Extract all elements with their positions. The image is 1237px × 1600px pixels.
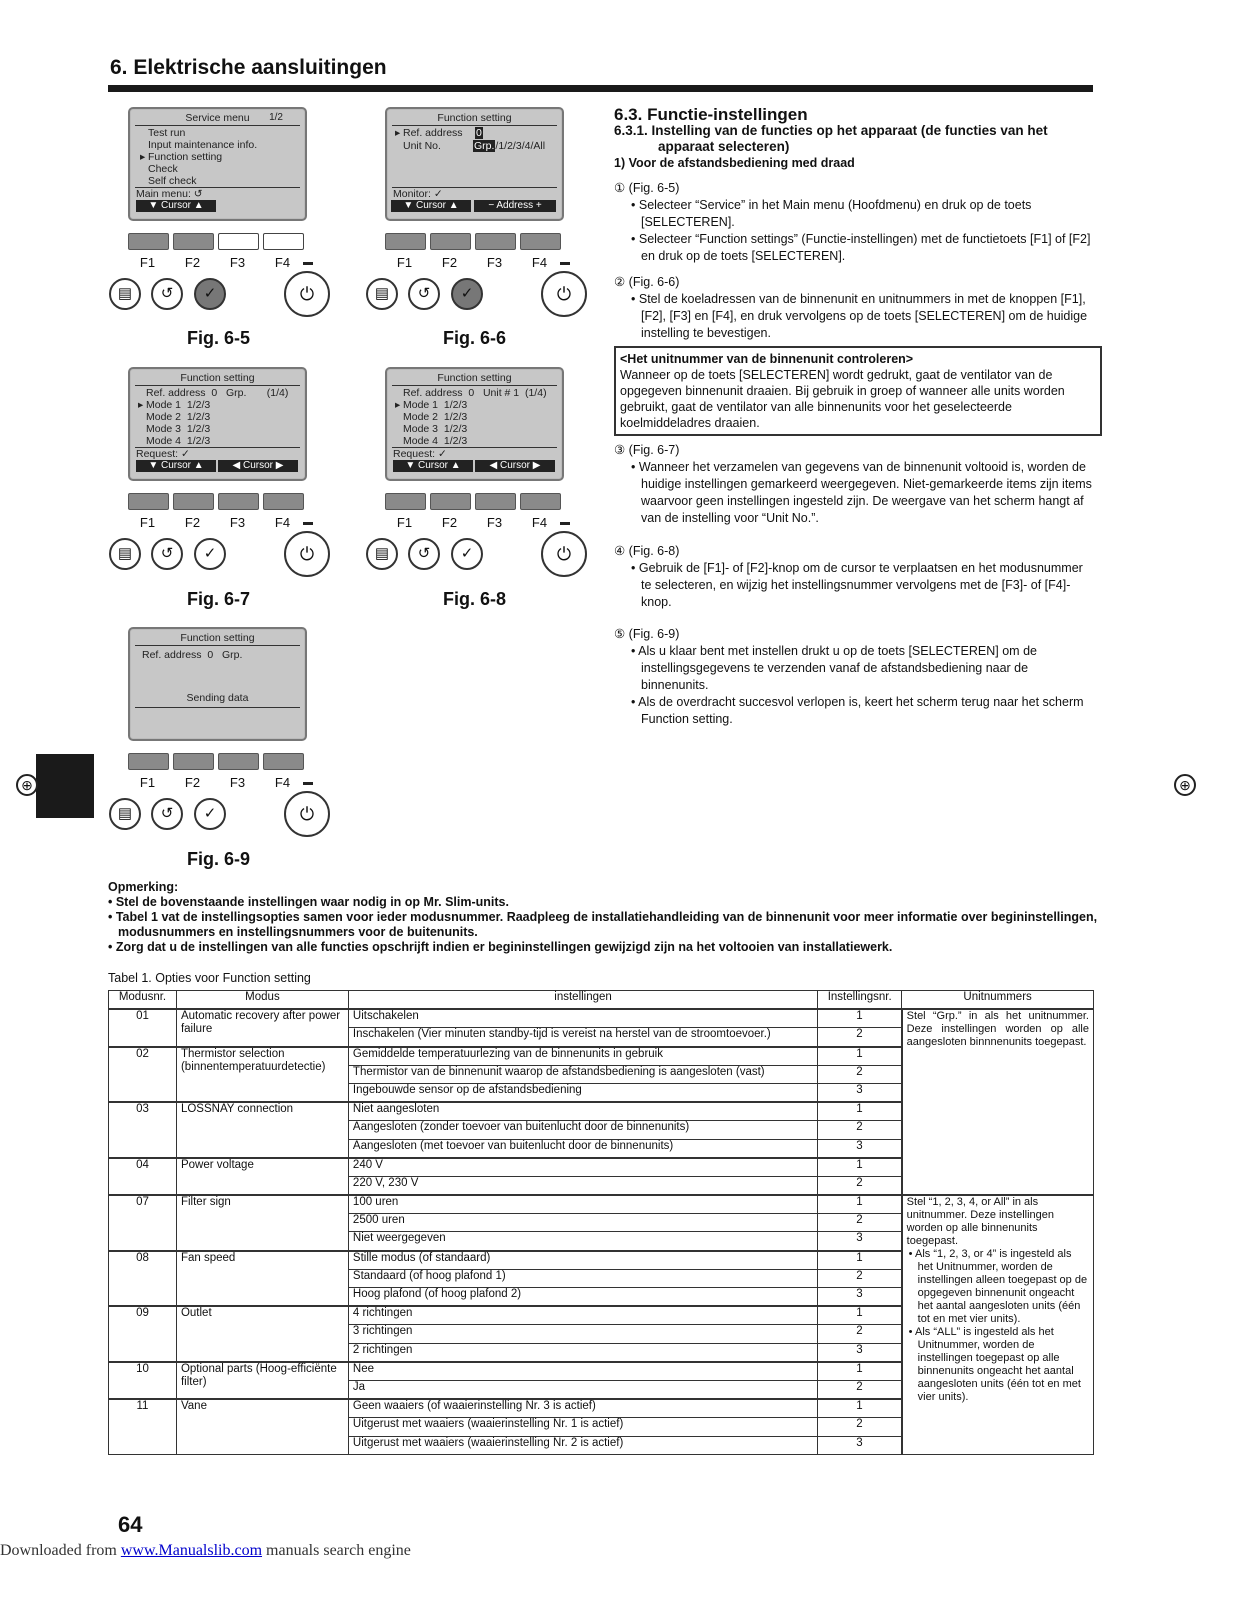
f4-label: F4	[531, 515, 548, 530]
note-item: • Zorg dat u de instellingen van alle functies opschrijft indien er begininstellingen gewijzigd zijn na het voltooien van installatiewerk.	[108, 940, 893, 954]
step-bullet: • Selecteer “Function settings” (Functie-instellingen) met de functietoets [F1] of [F2] en druk op de toets [SELECTEREN].	[631, 232, 1091, 263]
cursor-bar: ▼ Cursor ▲	[393, 460, 473, 472]
lcd-screen-fig6	[385, 107, 564, 221]
setting-number-cell: 3	[818, 1436, 902, 1454]
setting-number-cell: 2	[818, 1214, 902, 1232]
page-title: 6. Elektrische aansluitingen	[110, 56, 387, 79]
cursor-arrow-icon: ▸	[395, 399, 401, 411]
cursor-bar: ◀ Cursor ▶	[218, 460, 298, 472]
select-button[interactable]: ✓	[194, 798, 226, 830]
f1-label: F1	[139, 255, 156, 270]
setting-cell: Gemiddelde temperatuurlezing van de binnenunits in gebruik	[348, 1047, 817, 1066]
figure-caption: Fig. 6-7	[187, 589, 251, 609]
led-indicator	[303, 522, 313, 525]
menu-button[interactable]: ▤	[366, 538, 398, 570]
info-box-title: <Het unitnummer van de binnenunit controleren>	[620, 352, 914, 366]
setting-cell: Geen waaiers (of waaierinstelling Nr. 3 is actief)	[348, 1399, 817, 1418]
return-icon: ↺	[193, 188, 203, 200]
f2-button[interactable]	[430, 233, 471, 250]
mode-row: Mode 2 1/2/3	[146, 411, 211, 423]
return-button[interactable]: ↺	[151, 798, 183, 830]
setting-cell: Standaard (of hoog plafond 1)	[348, 1269, 817, 1287]
f2-button[interactable]	[430, 493, 471, 510]
cursor-bar: ▼ Cursor ▲	[136, 460, 216, 472]
fkey-row-fig7	[128, 493, 328, 533]
power-button[interactable]: ⏻	[541, 531, 587, 577]
cursor-arrow-icon: ▸	[140, 151, 146, 163]
step-bullet: • Als u klaar bent met instellen drukt u op de toets [SELECTEREN] om de instellingsgegevens te verzenden vanaf de afstandsbediening naar de binnenunits.	[631, 644, 1037, 692]
cursor-arrow-icon: ▸	[395, 127, 401, 139]
setting-cell: Ingebouwde sensor op de afstandsbediening	[348, 1083, 817, 1102]
setting-number-cell: 2	[818, 1418, 902, 1436]
f2-button[interactable]	[173, 753, 214, 770]
fkey-row-fig9	[128, 753, 328, 793]
setting-cell: 2500 uren	[348, 1214, 817, 1232]
divider	[135, 707, 300, 708]
page-number: 64	[118, 1512, 143, 1537]
mode-number-cell: 08	[109, 1251, 177, 1307]
setting-number-cell: 3	[818, 1139, 902, 1158]
mode-number-cell: 07	[109, 1195, 177, 1251]
ref-address-line: Ref. address 0 Grp. (1/4)	[146, 387, 289, 399]
step-bullet: • Selecteer “Service” in het Main menu (Hoofdmenu) en druk op de toets [SELECTEREN].	[631, 198, 1032, 229]
select-button[interactable]: ✓	[451, 538, 483, 570]
mode-number-cell: 11	[109, 1399, 177, 1454]
mode-name-cell: Automatic recovery after power failure	[176, 1009, 348, 1046]
screen-title: Function setting	[180, 632, 255, 644]
f3-label: F3	[486, 255, 503, 270]
led-indicator	[560, 522, 570, 525]
f4-label: F4	[531, 255, 548, 270]
setting-number-cell: 1	[818, 1306, 902, 1325]
figure-caption: Fig. 6-6	[443, 328, 507, 348]
step-bullet: • Gebruik de [F1]- of [F2]-knop om de cursor te verplaatsen en het modusnummer te selecteren, en wijzig het instellingsnummer vervolgens met de [F3]- of [F4]- knop.	[631, 561, 1083, 609]
mode-row: Mode 2 1/2/3	[403, 411, 468, 423]
section-6-3	[614, 106, 1094, 172]
subsection-heading: 6.3.1. Instelling van de functies op het apparaat (de functies van het apparaat selecteren)	[614, 123, 1048, 154]
mode-name-cell: Fan speed	[176, 1251, 348, 1307]
step-ref: ⑤ (Fig. 6-9)	[614, 627, 680, 641]
download-footer: Downloaded from www.Manualslib.com manuals search engine	[0, 1542, 411, 1559]
setting-cell: 100 uren	[348, 1195, 817, 1214]
f4-label: F4	[274, 255, 291, 270]
unit-numbers-note-grp: Stel “Grp.” in als het unitnummer. Deze instellingen worden op alle aangesloten binnnenunits toegepast.	[902, 1009, 1094, 1195]
mode-row: Mode 4 1/2/3	[403, 435, 468, 447]
led-indicator	[560, 262, 570, 265]
function-settings-table	[108, 990, 1094, 1455]
setting-cell: Uitschakelen	[348, 1009, 817, 1028]
mode-name-cell: Filter sign	[176, 1195, 348, 1251]
setting-cell: Ja	[348, 1380, 817, 1399]
f1-label: F1	[396, 515, 413, 530]
f2-label: F2	[441, 515, 458, 530]
power-button[interactable]: ⏻	[284, 791, 330, 837]
fkey-row-fig5	[128, 233, 328, 273]
step-ref: ③ (Fig. 6-7)	[614, 443, 680, 457]
mode-name-cell: LOSSNAY connection	[176, 1102, 348, 1158]
unit-no-label: Unit No.	[403, 140, 441, 152]
step-5	[614, 626, 1094, 728]
fkey-row-fig6	[385, 233, 585, 273]
sending-status: Sending data	[186, 692, 249, 704]
setting-cell: Aangesloten (met toevoer van buitenlucht door de binnenunits)	[348, 1139, 817, 1158]
setting-cell: Nee	[348, 1362, 817, 1381]
screen-footer-label: Monitor: ✓	[393, 188, 443, 200]
fkey-row-fig8	[385, 493, 585, 533]
setting-number-cell: 1	[818, 1399, 902, 1418]
f4-label: F4	[274, 775, 291, 790]
mode-row: Mode 3 1/2/3	[146, 423, 211, 435]
setting-number-cell: 3	[818, 1232, 902, 1251]
setting-cell: 240 V	[348, 1158, 817, 1177]
setting-number-cell: 3	[818, 1288, 902, 1307]
mode-row: Mode 4 1/2/3	[146, 435, 211, 447]
divider	[135, 385, 300, 386]
screen-footer-label: Main menu: ↺	[136, 188, 203, 200]
f2-button[interactable]	[173, 493, 214, 510]
setting-cell: Thermistor van de binnenunit waarop de afstandsbediening is aangesloten (vast)	[348, 1065, 817, 1083]
unit-note-intro: Stel “1, 2, 3, 4, or All” in als unitnummer. Deze instellingen worden op alle binnenunits toegepast.	[906, 1196, 1055, 1248]
figure-caption: Fig. 6-9	[187, 849, 251, 869]
ref-address-label: Ref. address	[403, 127, 463, 139]
address-bar: − Address +	[474, 200, 556, 212]
notes-title: Opmerking:	[108, 880, 179, 894]
setting-cell: Niet weergegeven	[348, 1232, 817, 1251]
step-2	[614, 274, 1094, 342]
return-button[interactable]: ↺	[151, 538, 183, 570]
setting-number-cell: 1	[818, 1009, 902, 1028]
manualslib-link[interactable]: www.Manualslib.com	[120, 1542, 263, 1559]
led-indicator	[303, 782, 313, 785]
header-cell: instellingen	[348, 991, 817, 1010]
cursor-bar: ▼ Cursor ▲	[391, 200, 471, 212]
registration-mark-icon: ⊕	[1174, 774, 1196, 796]
menu-item-test-run: Test run	[148, 127, 186, 139]
setting-number-cell: 2	[818, 1380, 902, 1399]
step-ref: ④ (Fig. 6-8)	[614, 544, 680, 558]
f3-label: F3	[229, 775, 246, 790]
f1-button[interactable]	[385, 233, 426, 250]
f3-button[interactable]	[218, 233, 259, 250]
setting-cell: 4 richtingen	[348, 1306, 817, 1325]
subsection-subheading: 1) Voor de afstandsbediening med draad	[614, 156, 855, 170]
ref-address-line: Ref. address 0 Unit # 1 (1/4)	[403, 387, 547, 399]
ref-address-line: Ref. address 0 Grp.	[142, 649, 243, 661]
setting-number-cell: 2	[818, 1121, 902, 1139]
cursor-bar: ◀ Cursor ▶	[475, 460, 555, 472]
menu-button[interactable]: ▤	[366, 278, 398, 310]
menu-button[interactable]: ▤	[109, 798, 141, 830]
setting-number-cell: 1	[818, 1251, 902, 1270]
f4-button[interactable]	[263, 493, 304, 510]
menu-item-maintenance: Input maintenance info.	[148, 139, 258, 151]
registration-mark-icon: ⊕	[16, 774, 38, 796]
check-icon: ✓	[180, 448, 190, 460]
step-4	[614, 543, 1094, 611]
f4-button[interactable]	[520, 493, 561, 510]
setting-number-cell: 3	[818, 1343, 902, 1362]
f3-button[interactable]	[218, 493, 259, 510]
menu-button[interactable]: ▤	[109, 538, 141, 570]
title-rule	[108, 85, 1093, 92]
power-button[interactable]: ⏻	[284, 271, 330, 317]
note-item: • Tabel 1 vat de instellingsopties samen voor ieder modusnummer. Raadpleeg de installatiehandleiding van de binnenunit voor meer informatie over begininstellingen, modusnummers en instellingsnummers voor de buitenunits.	[108, 910, 1098, 939]
table-row	[109, 1195, 1094, 1214]
f3-button[interactable]	[475, 493, 516, 510]
screen-footer-label: Request: ✓	[393, 448, 447, 460]
setting-number-cell: 2	[818, 1269, 902, 1287]
step-bullet: • Stel de koeladressen van de binnenunit en unitnummers in met de knoppen [F1], [F2], [F3] en [F4], en druk vervolgens op de toets [SELECTEREN] om de huidige instelling te bevestigen.	[631, 292, 1088, 340]
f1-button[interactable]	[128, 493, 169, 510]
f4-button[interactable]	[520, 233, 561, 250]
info-box-text: Wanneer op de toets [SELECTEREN] wordt gedrukt, gaat de ventilator van de opgegeven binnenunit draaien. Bij gebruik in groep of wanneer alle units worden gebruikt, gaat de ventilator van alle binnenunits voor het geselecteerde koelmiddeladres draaien.	[620, 368, 1065, 430]
screen-title: Function setting	[437, 372, 512, 384]
setting-cell: Stille modus (of standaard)	[348, 1251, 817, 1270]
setting-number-cell: 1	[818, 1102, 902, 1121]
power-button[interactable]: ⏻	[284, 531, 330, 577]
ref-address-value: 0	[476, 127, 482, 139]
step-bullet: • Wanneer het verzamelen van gegevens van de binnenunit voltooid is, worden de huidige instellingen gemarkeerd weergegeven. Niet-gemarkeerde items zijn items waarvoor geen instellingen ingesteld zijn. De weergave van het scherm hangt af van de instelling voor “Unit No.”.	[631, 460, 1092, 525]
setting-number-cell: 2	[818, 1065, 902, 1083]
mode-row: Mode 1 1/2/3	[403, 399, 468, 411]
screen-title: Function setting	[180, 372, 255, 384]
f3-label: F3	[229, 515, 246, 530]
header-cell: Unitnummers	[902, 991, 1094, 1010]
mode-name-cell: Power voltage	[176, 1158, 348, 1195]
setting-cell: 2 richtingen	[348, 1343, 817, 1362]
mode-number-cell: 04	[109, 1158, 177, 1195]
info-box	[614, 346, 1102, 436]
setting-number-cell: 1	[818, 1362, 902, 1381]
setting-cell: Inschakelen (Vier minuten standby-tijd is vereist na herstel van de stroomtoevoer.)	[348, 1028, 817, 1047]
f3-label: F3	[486, 515, 503, 530]
unit-numbers-note-individual	[902, 1195, 1094, 1454]
led-indicator	[303, 262, 313, 265]
select-button[interactable]: ✓	[451, 278, 483, 310]
screen-title: Function setting	[437, 112, 512, 124]
setting-number-cell: 2	[818, 1028, 902, 1047]
table-caption: Tabel 1. Opties voor Function setting	[108, 971, 311, 985]
section-heading: 6.3. Functie-instellingen	[614, 105, 808, 124]
setting-cell: Uitgerust met waaiers (waaierinstelling Nr. 2 is actief)	[348, 1436, 817, 1454]
f3-button[interactable]	[218, 753, 259, 770]
step-3	[614, 442, 1094, 527]
menu-item-function-setting: Function setting	[148, 151, 223, 163]
screen-page: 1/2	[269, 112, 283, 123]
divider	[135, 645, 300, 646]
divider	[135, 125, 300, 126]
setting-number-cell: 3	[818, 1083, 902, 1102]
f4-button[interactable]	[263, 753, 304, 770]
setting-cell: 220 V, 230 V	[348, 1176, 817, 1195]
f2-label: F2	[184, 775, 201, 790]
mode-name-cell: Thermistor selection (binnentemperatuurdetectie)	[176, 1047, 348, 1103]
header-cell: Instellingsnr.	[818, 991, 902, 1010]
step-ref: ② (Fig. 6-6)	[614, 275, 680, 289]
step-1	[614, 180, 1094, 265]
lcd-screen-fig8	[385, 367, 564, 481]
f1-button[interactable]	[385, 493, 426, 510]
f1-label: F1	[139, 515, 156, 530]
setting-number-cell: 1	[818, 1158, 902, 1177]
setting-number-cell: 2	[818, 1325, 902, 1343]
menu-item-check: Check	[148, 163, 178, 175]
lcd-screen-fig5	[128, 107, 307, 221]
step-bullet: • Als de overdracht succesvol verlopen is, keert het scherm terug naar het scherm Function setting.	[631, 695, 1084, 726]
f1-label: F1	[139, 775, 156, 790]
setting-cell: Hoog plafond (of hoog plafond 2)	[348, 1288, 817, 1307]
screen-title: Service menu	[185, 112, 250, 124]
screen-footer-label: Request: ✓	[136, 448, 190, 460]
return-button[interactable]: ↺	[408, 538, 440, 570]
f2-label: F2	[184, 255, 201, 270]
mode-row: Mode 3 1/2/3	[403, 423, 468, 435]
power-button[interactable]: ⏻	[541, 271, 587, 317]
chapter-tab	[36, 754, 94, 818]
check-icon: ✓	[433, 188, 443, 200]
unit-no-value: Grp./1/2/3/4/All	[474, 140, 546, 152]
divider	[392, 125, 557, 126]
mode-number-cell: 01	[109, 1009, 177, 1046]
figure-caption: Fig. 6-8	[443, 589, 507, 609]
setting-number-cell: 1	[818, 1195, 902, 1214]
setting-number-cell: 2	[818, 1176, 902, 1195]
f3-label: F3	[229, 255, 246, 270]
f2-label: F2	[184, 515, 201, 530]
menu-item-self-check: Self check	[148, 175, 197, 187]
unit-note-bullet: • Als “1, 2, 3, or 4” is ingesteld als het Unitnummer, worden de instellingen alleen toegepast op de opgegeven binnenunit ongeacht het aantal aangesloten units (één tot en met vier units).	[908, 1248, 1088, 1326]
mode-number-cell: 09	[109, 1306, 177, 1362]
menu-button[interactable]: ▤	[109, 278, 141, 310]
return-button[interactable]: ↺	[151, 278, 183, 310]
cursor-arrow-icon: ▸	[138, 399, 144, 411]
mode-row: Mode 1 1/2/3	[146, 399, 211, 411]
cursor-bar: ▼ Cursor ▲	[136, 200, 216, 212]
lcd-screen-fig9	[128, 627, 307, 741]
mode-name-cell: Vane	[176, 1399, 348, 1454]
figure-caption: Fig. 6-5	[187, 328, 251, 348]
mode-number-cell: 03	[109, 1102, 177, 1158]
setting-cell: 3 richtingen	[348, 1325, 817, 1343]
check-icon: ✓	[437, 448, 447, 460]
header-cell: Modusnr.	[109, 991, 177, 1010]
setting-cell: Uitgerust met waaiers (waaierinstelling Nr. 1 is actief)	[348, 1418, 817, 1436]
setting-cell: Aangesloten (zonder toevoer van buitenlucht door de binnenunits)	[348, 1121, 817, 1139]
unit-note-bullet: • Als “ALL” is ingesteld als het Unitnummer, worden de instellingen toegepast op alle binnenunits ongeacht het aantal aangesloten units (één tot en met vier units).	[908, 1326, 1081, 1404]
f1-button[interactable]	[128, 753, 169, 770]
select-button[interactable]: ✓	[194, 538, 226, 570]
f2-label: F2	[441, 255, 458, 270]
mode-name-cell: Outlet	[176, 1306, 348, 1362]
mode-number-cell: 10	[109, 1362, 177, 1399]
note-item: • Stel de bovenstaande instellingen waar nodig in op Mr. Slim-units.	[108, 895, 509, 909]
f4-button[interactable]	[263, 233, 304, 250]
setting-cell: Niet aangesloten	[348, 1102, 817, 1121]
return-button[interactable]: ↺	[408, 278, 440, 310]
header-cell: Modus	[176, 991, 348, 1010]
divider	[392, 385, 557, 386]
mode-number-cell: 02	[109, 1047, 177, 1103]
select-button[interactable]: ✓	[194, 278, 226, 310]
mode-name-cell: Optional parts (Hoog-efficiënte filter)	[176, 1362, 348, 1399]
f4-label: F4	[274, 515, 291, 530]
f1-button[interactable]	[128, 233, 169, 250]
table-row	[109, 1009, 1094, 1028]
step-ref: ① (Fig. 6-5)	[614, 181, 680, 195]
setting-number-cell: 1	[818, 1047, 902, 1066]
table-header-row	[109, 991, 1094, 1010]
f3-button[interactable]	[475, 233, 516, 250]
f1-label: F1	[396, 255, 413, 270]
notes-block	[108, 880, 1098, 955]
f2-button[interactable]	[173, 233, 214, 250]
lcd-screen-fig7	[128, 367, 307, 481]
